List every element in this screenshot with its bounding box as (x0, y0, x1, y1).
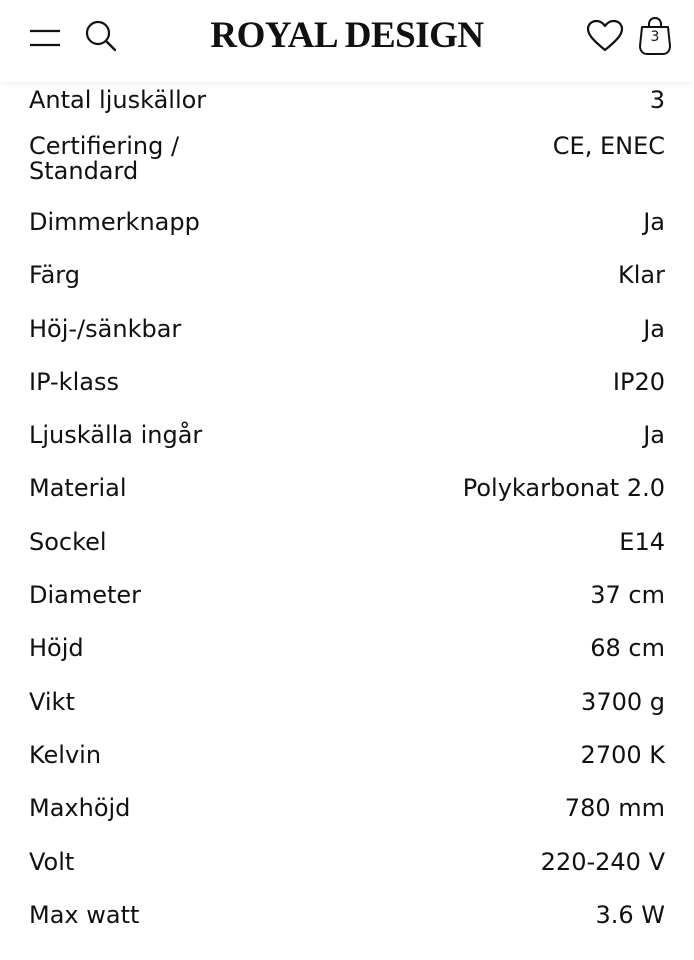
spec-value: 37 cm (590, 581, 665, 610)
product-specifications (29, 82, 665, 956)
spec-label: Max watt (29, 900, 140, 929)
spec-value: 220-240 V (540, 847, 665, 876)
spec-row (29, 263, 665, 316)
spec-row (29, 583, 665, 636)
spec-label: Vikt (29, 687, 75, 716)
spec-value: CE, ENEC (552, 132, 665, 160)
spec-row (29, 130, 665, 210)
spec-row (29, 740, 665, 796)
spec-label: Volt (29, 847, 75, 876)
menu-button[interactable] (22, 18, 68, 58)
site-header (0, 0, 694, 82)
spec-value: Ja (643, 314, 665, 343)
spec-label: Höj-/sänkbar (29, 314, 182, 343)
spec-label: Antal ljuskällor (29, 86, 207, 114)
spec-value: 68 cm (590, 634, 665, 663)
spec-label: IP-klass (29, 367, 119, 396)
search-button[interactable] (80, 14, 122, 58)
hamburger-menu-icon (28, 27, 62, 49)
spec-row (29, 210, 665, 263)
cart-button[interactable] (632, 12, 678, 60)
spec-value: Ja (643, 421, 665, 450)
spec-value: 780 mm (564, 794, 665, 823)
spec-row (29, 687, 665, 743)
cart-count-badge: 3 (650, 29, 660, 45)
spec-label: Ljuskälla ingår (29, 421, 203, 450)
spec-value: Ja (643, 208, 665, 236)
spec-row (29, 847, 665, 903)
spec-row (29, 82, 665, 130)
spec-row (29, 367, 665, 423)
spec-value: 3700 g (581, 687, 665, 716)
spec-value: Klar (618, 261, 665, 290)
spec-value: 3.6 W (595, 900, 665, 929)
spec-label: Sockel (29, 527, 107, 556)
spec-value: E14 (619, 527, 665, 556)
spec-label: Certifiering / Standard (29, 132, 180, 185)
spec-row (29, 636, 665, 689)
spec-value: 2700 K (580, 740, 665, 769)
wishlist-button[interactable] (582, 14, 628, 58)
spec-value: Polykarbonat 2.0 (462, 474, 665, 503)
spec-label: Maxhöjd (29, 794, 131, 823)
search-icon (84, 19, 118, 53)
heart-icon (586, 19, 624, 53)
spec-row (29, 900, 665, 956)
spec-row (29, 527, 665, 583)
spec-row (29, 476, 665, 529)
spec-label: Färg (29, 261, 80, 290)
spec-label: Diameter (29, 581, 142, 610)
spec-label: Material (29, 474, 127, 503)
site-logo[interactable]: ROYAL DESIGN (210, 15, 484, 56)
spec-value: IP20 (612, 367, 665, 396)
spec-row (29, 314, 665, 370)
spec-label: Kelvin (29, 740, 102, 769)
spec-row (29, 423, 665, 476)
spec-row (29, 796, 665, 849)
spec-label: Dimmerknapp (29, 208, 200, 236)
spec-value: 3 (649, 86, 665, 114)
spec-label: Höjd (29, 634, 84, 663)
